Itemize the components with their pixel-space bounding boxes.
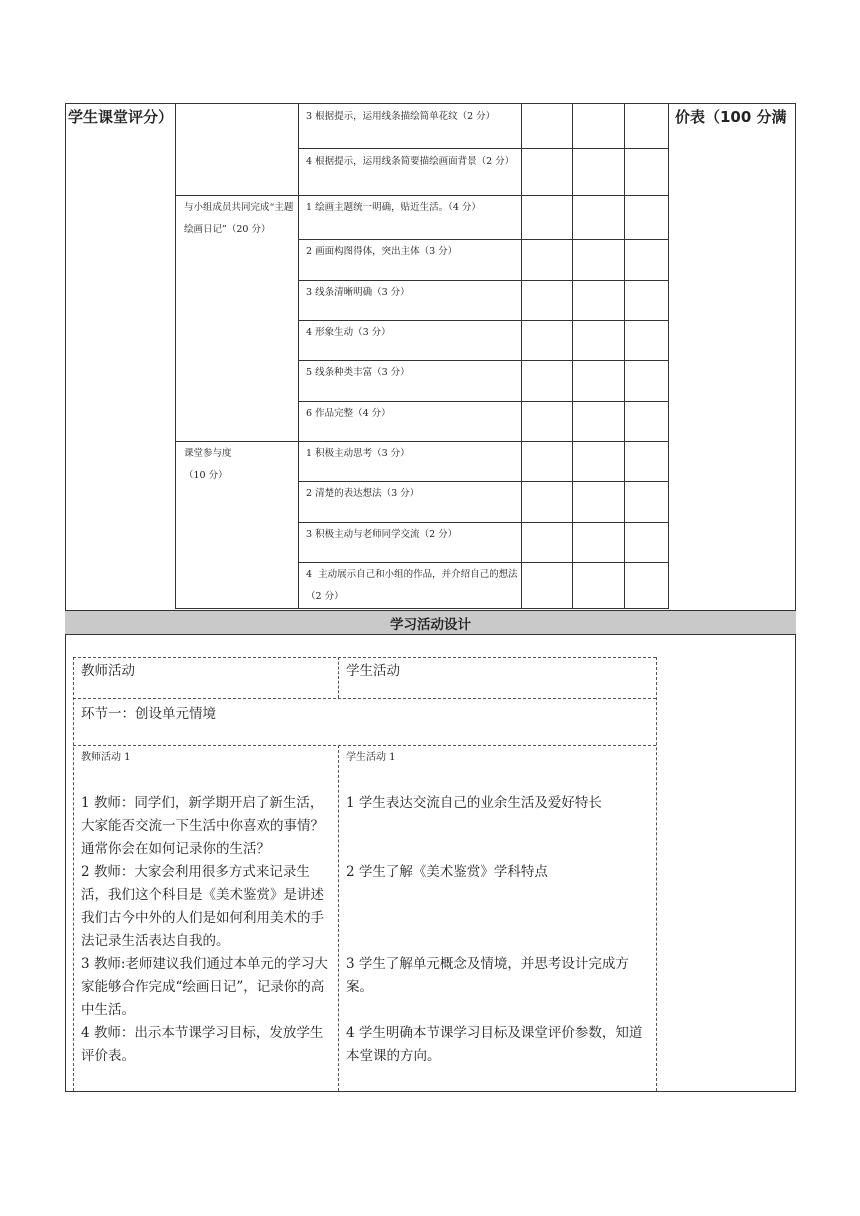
criterion-cell: 5 线条种类丰富（3 分） bbox=[306, 367, 410, 378]
table-border bbox=[73, 657, 656, 658]
criterion-cell: 6 作品完整（4 分） bbox=[306, 408, 391, 419]
criterion-cell: 4 根据提示，运用线条简要描绘画面背景（2 分） bbox=[306, 156, 515, 167]
table-border bbox=[298, 239, 668, 240]
criterion-cell: 2 清楚的表达想法（3 分） bbox=[306, 488, 420, 499]
eval-table-right-label: 价表（100 分满 bbox=[675, 108, 787, 126]
criterion-cell: 4 主动展示自己和小组的作品，并介绍自己的想法（2 分） bbox=[306, 569, 518, 602]
table-border bbox=[624, 103, 625, 609]
table-border bbox=[175, 103, 176, 609]
table-border bbox=[175, 441, 668, 442]
criterion-cell: 3 积极主动与老师同学交流（2 分） bbox=[306, 529, 458, 540]
table-border bbox=[298, 481, 668, 482]
criterion-cell: 2 画面构图得体，突出主体（3 分） bbox=[306, 246, 458, 257]
teacher-sub-header: 教师活动 1 bbox=[81, 752, 131, 763]
table-border bbox=[175, 195, 668, 196]
table-border bbox=[298, 401, 668, 402]
group-label: 与小组成员共同完成“主题绘画日记”（20 分） bbox=[184, 202, 294, 235]
table-border bbox=[338, 745, 339, 1091]
table-border bbox=[298, 522, 668, 523]
table-border bbox=[338, 657, 339, 698]
teacher-item: 1 教师：同学们，新学期开启了新生活，大家能否交流一下生活中你喜欢的事情？通常你会在如何记录你的生活？ bbox=[81, 795, 324, 857]
section-title: 学习活动设计 bbox=[65, 610, 796, 635]
teacher-item: 2 教师：大家会利用很多方式来记录生活，我们这个科目是《美术鉴赏》是讲述我们古今中外的人们是如何利用美术的手法记录生活表达自我的。 bbox=[81, 864, 324, 949]
table-border bbox=[668, 103, 669, 609]
table-border bbox=[298, 360, 668, 361]
criterion-cell: 1 积极主动思考（3 分） bbox=[306, 448, 410, 459]
criterion-cell: 4 形象生动（3 分） bbox=[306, 327, 391, 338]
criterion-cell: 3 根据提示，运用线条描绘简单花纹（2 分） bbox=[306, 111, 496, 122]
table-border bbox=[298, 103, 299, 609]
eval-table-left-label: 学生课堂评分） bbox=[68, 108, 174, 126]
teacher-activity-header: 教师活动 bbox=[81, 663, 135, 679]
student-activity-header: 学生活动 bbox=[346, 663, 400, 679]
table-border bbox=[298, 320, 668, 321]
table-border bbox=[65, 1091, 796, 1092]
student-item: 3 学生了解单元概念及情境，并思考设计完成方案。 bbox=[346, 956, 629, 995]
table-border bbox=[73, 657, 74, 1091]
teacher-item: 4 教师：出示本节课学习目标，发放学生评价表。 bbox=[81, 1025, 324, 1064]
criterion-cell: 3 线条清晰明确（3 分） bbox=[306, 287, 410, 298]
stage-title: 环节一：创设单元情境 bbox=[81, 706, 216, 722]
table-border bbox=[298, 562, 668, 563]
table-border bbox=[73, 698, 656, 699]
table-border bbox=[298, 148, 668, 149]
student-item: 2 学生了解《美术鉴赏》学科特点 bbox=[346, 864, 548, 880]
table-border bbox=[521, 103, 522, 609]
table-border bbox=[795, 103, 796, 1091]
group-label: 课堂参与度 （10 分） bbox=[184, 448, 232, 481]
table-border bbox=[65, 103, 66, 1091]
student-item: 4 学生明确本节课学习目标及课堂评价参数，知道本堂课的方向。 bbox=[346, 1025, 643, 1064]
criterion-cell: 1 绘画主题统一明确，贴近生活。（4 分） bbox=[306, 202, 481, 213]
student-sub-header: 学生活动 1 bbox=[346, 752, 396, 763]
table-border bbox=[73, 745, 656, 746]
student-item: 1 学生表达交流自己的业余生活及爱好特长 bbox=[346, 795, 602, 811]
teacher-item: 3 教师:老师建议我们通过本单元的学习大家能够合作完成“绘画日记”，记录你的高中生活。 bbox=[81, 956, 328, 1018]
table-border bbox=[298, 280, 668, 281]
table-border bbox=[572, 103, 573, 609]
table-border bbox=[175, 608, 668, 609]
table-border bbox=[656, 657, 657, 1091]
